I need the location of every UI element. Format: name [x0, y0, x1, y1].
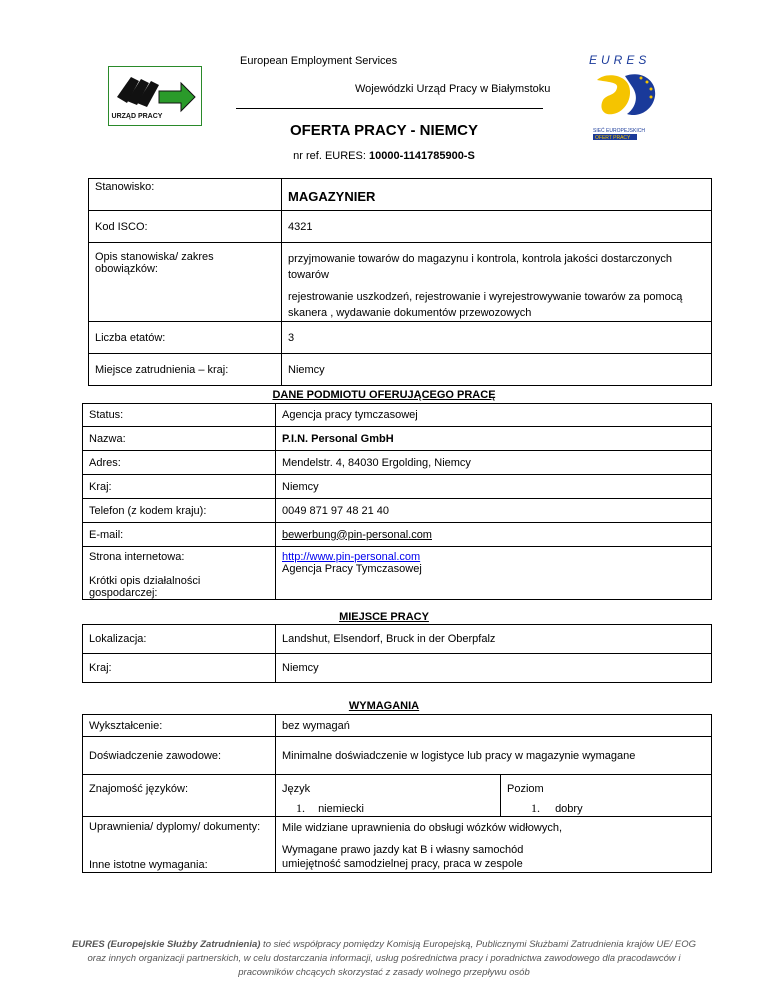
- isco-value: 4321: [282, 211, 712, 243]
- adres-value: Mendelstr. 4, 84030 Ergolding, Niemcy: [276, 451, 712, 475]
- status-label: Status:: [83, 404, 276, 427]
- kraj-label: Kraj:: [83, 475, 276, 499]
- right-logo-sub2: OFERT PRACY: [595, 135, 631, 141]
- requirements-section-title: WYMAGANIA: [348, 700, 420, 712]
- header-divider: [236, 108, 543, 109]
- poziom-header: Poziom: [507, 783, 544, 795]
- telefon-value: 0049 871 97 48 21 40: [276, 499, 712, 523]
- workplace-table: [82, 624, 712, 683]
- etaty-value: 3: [282, 322, 712, 354]
- left-logo-text: URZĄD PRACY: [111, 113, 163, 120]
- workplace-kraj-value: Niemcy: [276, 654, 712, 683]
- www-label-cell: [83, 547, 276, 600]
- lokalizacja-label: Lokalizacja:: [83, 625, 276, 654]
- uprawnienia-line-1: Mile widziane uprawnienia do obsługi wózków widłowych,: [282, 822, 563, 834]
- inne-label: Inne istotne wymagania:: [89, 859, 208, 871]
- doswiadczenie-label: Doświadczenie zawodowe:: [83, 737, 276, 775]
- footer-line-2: oraz innych organizacji partnerskich, w celu dostarczania informacji, usług pośrednictwa pracy i poradnictwa zawodowego dla pracodawców i: [87, 953, 681, 964]
- workplace-kraj-label: Kraj:: [83, 654, 276, 683]
- telefon-label: Telefon (z kodem kraju):: [83, 499, 276, 523]
- poziom-item: [507, 801, 705, 816]
- inne-value: umiejętność samodzielnej pracy, praca w zespole: [282, 858, 523, 870]
- right-logo-text: EURES: [589, 53, 651, 67]
- wyksztalcenie-label: Wykształcenie:: [83, 715, 276, 737]
- urzad-pracy-logo: [108, 66, 202, 126]
- footer-line-1: to sieć współpracy pomiędzy Komisją Europejską, Publicznymi Służbami Zatrudnienia krajów UE/ EOG: [260, 939, 697, 950]
- page-title: OFERTA PRACY - NIEMCY: [289, 122, 479, 139]
- footer-line-3: pracowników chcących skorzystać z zasady wolnego przepływu osób: [238, 967, 530, 978]
- ref-value: 10000-1141785900-S: [368, 150, 475, 162]
- stanowisko-label: Stanowisko:: [89, 179, 282, 211]
- stanowisko-value: MAGAZYNIER: [282, 179, 712, 211]
- jezyk-num: 1.: [296, 801, 305, 815]
- reference-number: [0, 150, 768, 162]
- jezyk-header: Język: [282, 783, 311, 795]
- opis-dzialalnosci-label: Krótki opis działalności gospodarczej:: [89, 575, 201, 599]
- jezyk-item: [282, 801, 494, 816]
- email-link[interactable]: bewerbung@pin-personal.com: [276, 523, 712, 547]
- org-line: European Employment Services: [240, 55, 398, 67]
- lokalizacja-value: Landshut, Elsendorf, Bruck in der Oberpfalz: [276, 625, 712, 654]
- www-link[interactable]: http://www.pin-personal.com: [282, 551, 421, 563]
- opis-label: Opis stanowiska/ zakres obowiązków:: [89, 243, 282, 322]
- etaty-label: Liczba etatów:: [89, 322, 282, 354]
- nazwa-label: Nazwa:: [83, 427, 276, 451]
- uprawnienia-value-cell: [276, 817, 712, 873]
- kraj-value: Niemcy: [276, 475, 712, 499]
- employer-table: [82, 403, 712, 600]
- adres-label: Adres:: [83, 451, 276, 475]
- wyksztalcenie-value: bez wymagań: [276, 715, 712, 737]
- opis-line-2: rejestrowanie uszkodzeń, rejestrowanie i wyrejestrowywanie towarów za pomocą: [288, 291, 683, 303]
- poziom-cell: [501, 775, 712, 817]
- email-label: E-mail:: [83, 523, 276, 547]
- nazwa-value: P.I.N. Personal GmbH: [276, 427, 712, 451]
- opis-line-1: przyjmowanie towarów do magazynu i kontrola, kontrola jakości dostarczonych towarów: [288, 253, 672, 281]
- www-label: Strona internetowa:: [89, 551, 185, 563]
- footer-bold: EURES (Europejskie Służby Zatrudnienia): [71, 939, 261, 950]
- office-line: Wojewódzki Urząd Pracy w Białymstoku: [355, 83, 551, 95]
- www-value-cell: [276, 547, 712, 600]
- opis-dzialalnosci-value: Agencja Pracy Tymczasowej: [282, 563, 422, 575]
- opis-line-3: skanera , wydawanie dokumentów przewozowych: [288, 307, 532, 319]
- uprawnienia-line-2: Wymagane prawo jazdy kat B i własny samochód: [282, 844, 524, 856]
- jezyk-value: niemiecki: [318, 803, 364, 815]
- poziom-num: 1.: [531, 801, 540, 815]
- jezyk-cell: [276, 775, 501, 817]
- requirements-table: [82, 714, 712, 873]
- isco-label: Kod ISCO:: [89, 211, 282, 243]
- footer-note: [60, 938, 708, 980]
- uprawnienia-label: Uprawnienia/ dyplomy/ dokumenty:: [89, 821, 261, 833]
- miejsce-value: Niemcy: [282, 354, 712, 386]
- doswiadczenie-value: Minimalne doświadczenie w logistyce lub pracy w magazynie wymagane: [276, 737, 712, 775]
- status-value: Agencja pracy tymczasowej: [276, 404, 712, 427]
- position-table: [88, 178, 712, 386]
- opis-value: [282, 243, 712, 322]
- right-logo-sub1: SIEĆ EUROPEJSKICH: [593, 128, 645, 134]
- miejsce-label: Miejsce zatrudnienia – kraj:: [89, 354, 282, 386]
- ref-label: nr ref. EURES:: [293, 150, 366, 162]
- poziom-value: dobry: [555, 803, 583, 815]
- uprawnienia-label-cell: [83, 817, 276, 873]
- urzad-pracy-logo-icon: [109, 67, 201, 125]
- workplace-section-title: MIEJSCE PRACY: [339, 611, 429, 623]
- employer-section-title: DANE PODMIOTU OFERUJĄCEGO PRACĘ: [272, 389, 496, 401]
- jezyki-label: Znajomość języków:: [83, 775, 276, 817]
